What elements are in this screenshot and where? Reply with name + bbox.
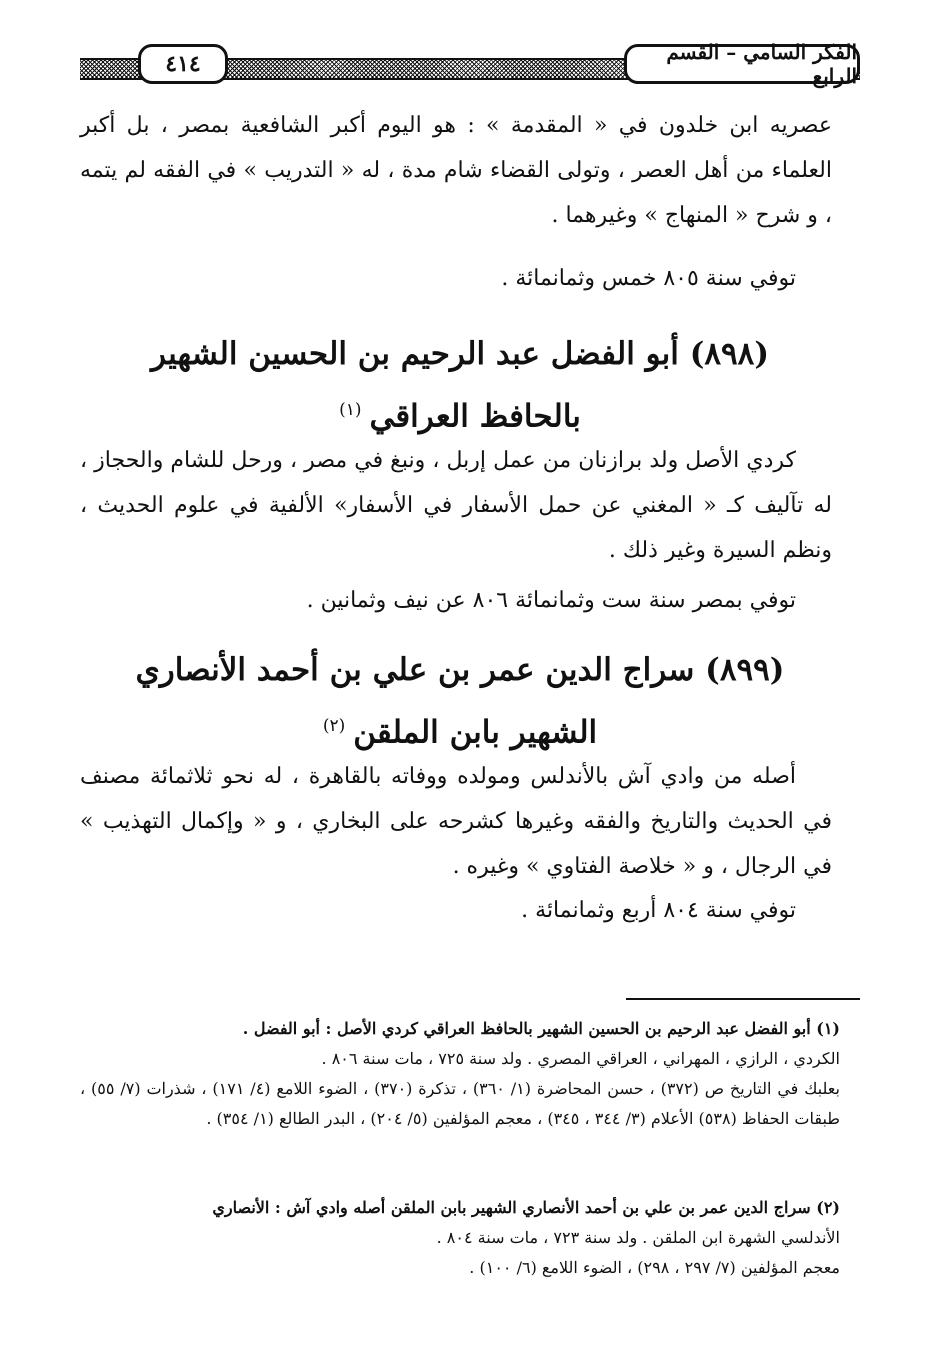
- footnote-1-head: (١) أبو الفضل عبد الرحيم بن الحسين الشهير بالحافظ العراقي كردي الأصل : أبو الفضل .: [242, 1019, 840, 1038]
- entry-898-heading-line1: (٨٩٨) أبو الفضل عبد الرحيم بن الحسين الشهير: [151, 336, 769, 372]
- footnote-rule: [626, 998, 860, 1000]
- intro-paragraph: عصريه ابن خلدون في « المقدمة » : هو اليوم أكبر الشافعية بمصر ، بل أكبر العلماء من أهل العصر ، وتولى القضاء شام مدة ، له « التدريب » في الفقه لم يتمه ، و شرح « المنهاج » وغيرهما .: [80, 113, 832, 228]
- running-header: [80, 40, 860, 90]
- page-number: ٤١٤: [138, 44, 228, 84]
- footnote-1-line: بعلبك في التاريخ ص (٣٧٢) ، حسن المحاضرة (١/ ٣٦٠) ، تذكرة (٣٧٠) ، الضوء اللامع (٤/ ١٧١) ، شذرات (٧/ ٥٥) ، طبقات الحفاظ (٥٣٨) الأعلام (٣/ ٣٤٤ ، ٣٤٥) ، معجم المؤلفين (٥/ ٢٠٤) ، البدر الطالع (١/ ٣٥٤) .: [80, 1079, 840, 1128]
- footnote-2: [80, 1193, 840, 1283]
- entry-898-body: كردي الأصل ولد برازنان من عمل إربل ، ونبغ في مصر ، ورحل للشام والحجاز ، له تآليف كـ « المغني عن حمل الأسفار في الأسفار» الألفية في علوم الحديث ، ونظم السيرة وغير ذلك .: [80, 448, 832, 563]
- footnote-2-line: الأندلسي الشهرة ابن الملقن . ولد سنة ٧٢٣ ، مات سنة ٨٠٤ .: [436, 1228, 840, 1247]
- footnote-1-line: الكردي ، الرازي ، المهراني ، العراقي المصري . ولد سنة ٧٢٥ ، مات سنة ٨٠٦ .: [321, 1049, 840, 1068]
- footnote-2-head: (٢) سراج الدين عمر بن علي بن أحمد الأنصاري الشهير بابن الملقن أصله وادي آش : الأنصاري: [212, 1198, 840, 1217]
- entry-899-heading-line2: الشهير بابن الملقن: [353, 714, 598, 751]
- intro-death-line: توفي سنة ٨٠٥ خمس وثمانمائة .: [501, 266, 796, 291]
- entry-899-death: توفي سنة ٨٠٤ أربع وثمانمائة .: [521, 898, 796, 923]
- running-title: الفكر السامي – القسم الرابع: [624, 44, 860, 84]
- entry-898-footnote-marker: (١): [339, 400, 362, 420]
- entry-898-heading: [80, 326, 840, 444]
- entry-899-footnote-marker: (٢): [322, 716, 346, 736]
- entry-898-heading-line2: بالحافظ العراقي: [369, 398, 581, 435]
- footnote-1: [80, 1014, 840, 1134]
- entry-898-death: توفي بمصر سنة ست وثمانمائة ٨٠٦ عن نيف وثمانين .: [306, 588, 796, 613]
- footnote-2-line: معجم المؤلفين (٧/ ٢٩٧ ، ٢٩٨) ، الضوء اللامع (٦/ ١٠٠) .: [469, 1258, 840, 1277]
- entry-899-heading-line1: (٨٩٩) سراج الدين عمر بن علي بن أحمد الأنصاري: [135, 652, 785, 688]
- entry-899-heading: [80, 642, 840, 760]
- entry-899-body: أصله من وادي آش بالأندلس ومولده ووفاته بالقاهرة ، له نحو ثلاثمائة مصنف في الحديث والتاريخ والفقه وغيرها كشرحه على البخاري ، و « وإكمال التهذيب » في الرجال ، و « خلاصة الفتاوي » وغيره .: [80, 764, 832, 879]
